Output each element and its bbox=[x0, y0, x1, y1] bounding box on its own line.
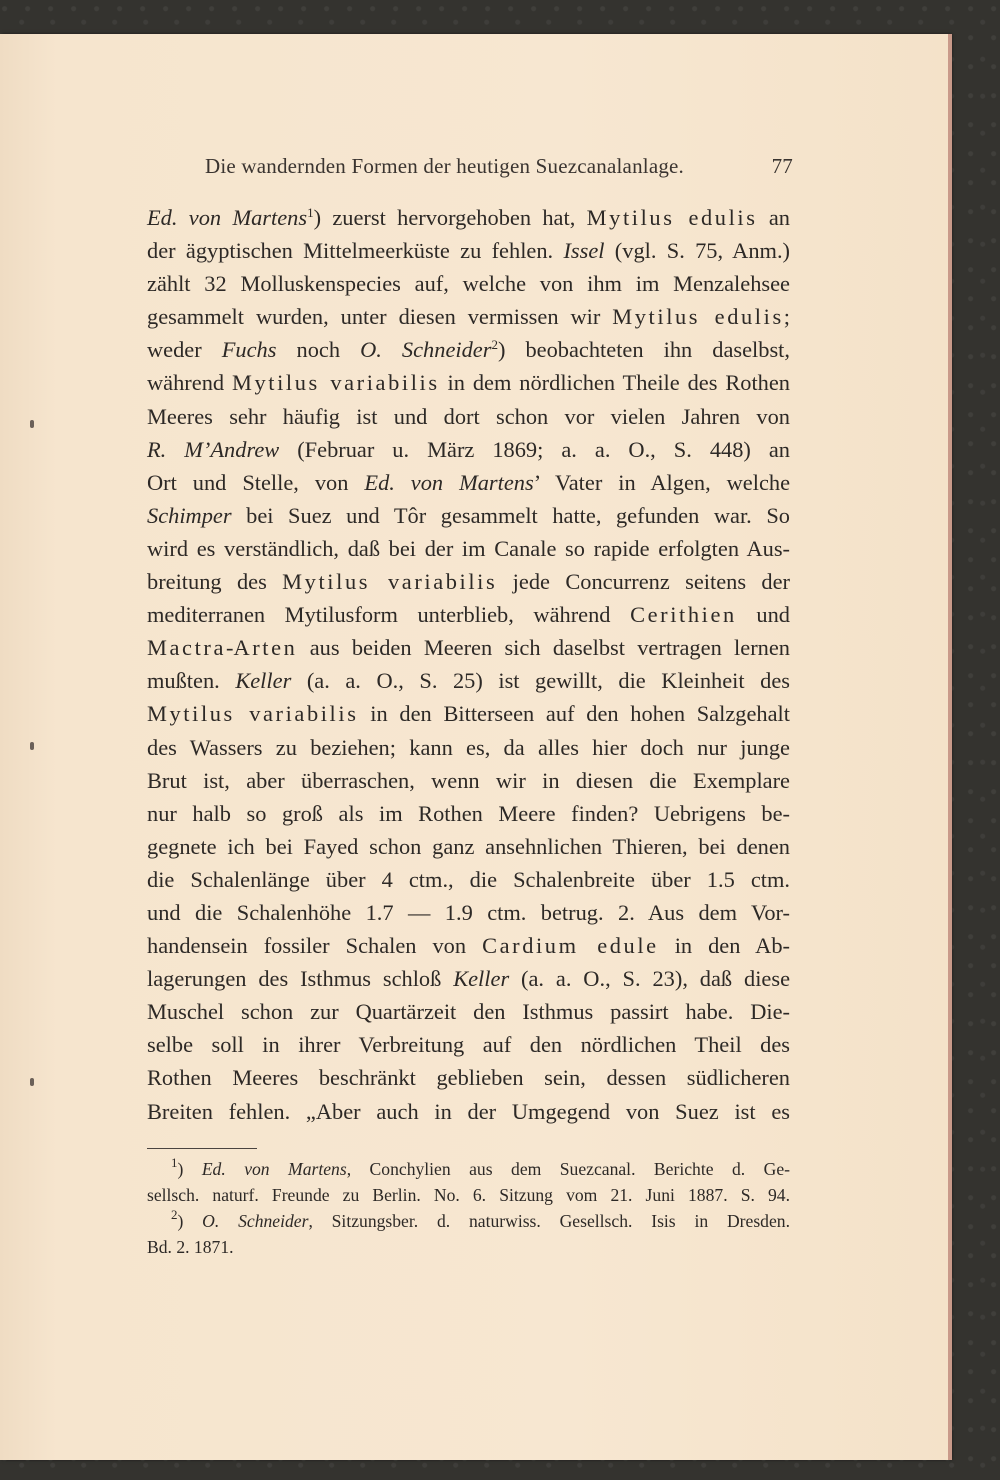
footnote-marker: 1 bbox=[171, 1155, 178, 1170]
text-run: ) beobachteten ihn daselbst, bbox=[497, 337, 790, 363]
text-run: (a. a. O., S. 23), daß diese bbox=[509, 966, 791, 992]
text-run: an bbox=[757, 205, 790, 230]
text-run: ) zuerst hervorgehoben hat, bbox=[313, 205, 587, 230]
spaced-term: Mytilus variabilis bbox=[231, 370, 440, 396]
text-line bbox=[147, 400, 790, 433]
text-line bbox=[147, 830, 790, 863]
running-header bbox=[205, 154, 793, 179]
spaced-term: Mactra bbox=[147, 635, 226, 661]
text-run: des Wassers zu beziehen; kann es, da alles hier doch nur junge bbox=[147, 734, 790, 760]
body-text bbox=[147, 201, 790, 1128]
text-line bbox=[147, 797, 790, 830]
text-run: und bbox=[736, 602, 790, 628]
text-line bbox=[147, 267, 790, 300]
text-line bbox=[147, 300, 790, 333]
text-line bbox=[147, 929, 790, 962]
text-line bbox=[147, 995, 790, 1028]
footnote-rule bbox=[147, 1148, 257, 1149]
footnotes bbox=[147, 1156, 790, 1260]
page-number: 77 bbox=[771, 154, 793, 178]
text-run: noch bbox=[276, 337, 361, 363]
text-line bbox=[147, 532, 790, 565]
text-run: bei Suez und Tôr gesammelt hatte, gefunden war. So bbox=[231, 502, 790, 528]
text-line bbox=[147, 598, 790, 631]
text-run: in den Bitterseen auf den hohen Salzgehalt bbox=[358, 701, 790, 727]
text-run: gegnete ich bei Fayed schon ganz ansehnlichen Thieren, bei denen bbox=[147, 833, 790, 859]
spaced-term: Mytilus edulis bbox=[612, 304, 784, 330]
text-run: (Februar u. März 1869; a. a. O., S. 448) an bbox=[279, 436, 791, 462]
text-run: , Conchylien aus dem Suezcanal. Berichte d. Ge- bbox=[346, 1159, 790, 1179]
footnote-ref: 2 bbox=[491, 337, 498, 353]
footnote-line: $^2$) O. Schneider, Sitzungsber. d. naturwiss. Gesellsch. Isis in Dresden. bbox=[171, 1207, 790, 1231]
text-line bbox=[147, 333, 790, 366]
text-run: mediterranen Mytilusform unterblieb, während bbox=[147, 602, 631, 628]
spaced-term: Mytilus edulis bbox=[586, 205, 758, 230]
text-run: breitung des bbox=[147, 569, 283, 595]
page-edge bbox=[948, 34, 952, 1460]
text-run: weder bbox=[147, 337, 222, 363]
text-run: jede Concurrenz seitens der bbox=[497, 569, 790, 595]
text-run: in dem nördlichen Theile des Rothen bbox=[439, 370, 790, 396]
text-run: (vgl. S. 75, Anm.) bbox=[604, 238, 790, 264]
italic-name: Issel bbox=[563, 238, 605, 264]
margin-mark bbox=[30, 1078, 34, 1086]
text-line bbox=[147, 764, 790, 797]
text-run: in den Ab- bbox=[658, 933, 790, 959]
italic-name: Keller bbox=[453, 966, 510, 992]
italic-name: O. Schneider bbox=[202, 1211, 309, 1231]
text-line bbox=[147, 863, 790, 896]
text-line bbox=[147, 366, 790, 399]
text-run: gesammelt wurden, unter diesen vermissen wir bbox=[147, 304, 613, 330]
text-run: sellsch. naturf. Freunde zu Berlin. No. 6. Sitzung vom 21. Juni 1887. S. 94. bbox=[147, 1185, 790, 1205]
text-run: wird es verständlich, daß bei der im Canale so rapide erfolgten Aus- bbox=[147, 535, 790, 561]
text-run: der ägyptischen Mittelmeerküste zu fehlen. bbox=[147, 238, 564, 264]
text-run: (a. a. O., S. 25) ist gewillt, die Kleinheit des bbox=[291, 668, 790, 694]
text-line bbox=[147, 962, 790, 995]
text-run: Meeres sehr häufig ist und dort schon vor vielen Jahren von bbox=[147, 403, 790, 429]
text-line bbox=[147, 499, 790, 532]
spaced-term: Mytilus variabilis bbox=[147, 701, 359, 727]
text-line bbox=[147, 1028, 790, 1061]
text-run: Bd. 2. 1871. bbox=[147, 1237, 234, 1257]
text-run: Rothen Meeres beschränkt geblieben sein, dessen südlicheren bbox=[147, 1065, 790, 1091]
text-run: die Schalenlänge über 4 ctm., die Schalenbreite über 1.5 ctm. bbox=[147, 866, 790, 892]
italic-name: Fuchs bbox=[221, 337, 277, 363]
italic-name: Ed. von Martens bbox=[364, 469, 534, 495]
text-run: handensein fossiler Schalen von bbox=[147, 933, 483, 959]
running-title: Die wandernden Formen der heutigen Suezcanalanlage. bbox=[205, 154, 685, 178]
text-run: während bbox=[147, 370, 232, 396]
text-line bbox=[147, 433, 790, 466]
text-line bbox=[147, 664, 790, 697]
text-line bbox=[147, 1095, 790, 1128]
text-line bbox=[147, 631, 790, 664]
text-run: , Sitzungsber. d. naturwiss. Gesellsch. Isis in Dresden. bbox=[308, 1211, 790, 1231]
text-run: mußten. bbox=[147, 668, 236, 694]
text-run: ; bbox=[783, 304, 790, 330]
text-run: Brut ist, aber überraschen, wenn wir in diesen die Exemplare bbox=[147, 767, 790, 793]
margin-mark bbox=[30, 742, 34, 750]
text-line bbox=[147, 697, 790, 730]
italic-name: Ed. von Martens bbox=[147, 205, 308, 230]
text-line bbox=[147, 234, 790, 267]
italic-name: Ed. von Martens bbox=[201, 1159, 347, 1179]
text-line bbox=[147, 201, 790, 234]
text-run: und die Schalenhöhe 1.7 — 1.9 ctm. betrug. 2. Aus dem Vor- bbox=[147, 899, 790, 925]
italic-name: O. Schneider bbox=[360, 337, 492, 363]
text-line bbox=[147, 896, 790, 929]
text-line bbox=[147, 565, 790, 598]
text-line bbox=[147, 466, 790, 499]
spaced-term: Cardium edule bbox=[482, 933, 659, 959]
spaced-term: Mytilus variabilis bbox=[282, 569, 498, 595]
footnote-marker: 2 bbox=[171, 1207, 178, 1222]
italic-name: Keller bbox=[235, 668, 292, 694]
footnote-line: $^1$) Ed. von Martens, Conchylien aus dem Suezcanal. Berichte d. Ge- bbox=[171, 1155, 790, 1179]
footnote-line bbox=[147, 1234, 790, 1260]
text-line bbox=[147, 1061, 790, 1094]
text-run: Ort und Stelle, von bbox=[147, 469, 365, 495]
text-run: Muschel schon zur Quartärzeit den Isthmus passirt habe. Die- bbox=[147, 999, 790, 1025]
italic-name: Schimper bbox=[147, 502, 232, 528]
italic-name: R. M’Andrew bbox=[147, 436, 280, 462]
text-run: selbe soll in ihrer Verbreitung auf den nördlichen Theil des bbox=[147, 1032, 790, 1058]
text-run: - bbox=[226, 635, 234, 661]
footnote-line bbox=[147, 1182, 790, 1208]
text-run: ’ Vater in Algen, welche bbox=[533, 469, 791, 495]
footnote-ref: 1 bbox=[307, 205, 314, 220]
spaced-term: Arten bbox=[233, 635, 298, 661]
margin-mark bbox=[30, 420, 34, 428]
spaced-term: Cerithien bbox=[630, 602, 737, 628]
text-run: Breiten fehlen. „Aber auch in der Umgegend von Suez ist es bbox=[147, 1098, 790, 1124]
text-run: zählt 32 Molluskenspecies auf, welche von ihm im Menzalehsee bbox=[147, 271, 790, 297]
text-line bbox=[147, 731, 790, 764]
text-run: aus beiden Meeren sich daselbst vertragen lernen bbox=[297, 635, 790, 661]
text-run: lagerungen des Isthmus schloß bbox=[147, 966, 454, 992]
text-run: nur halb so groß als im Rothen Meere finden? Uebrigens be- bbox=[147, 800, 790, 826]
